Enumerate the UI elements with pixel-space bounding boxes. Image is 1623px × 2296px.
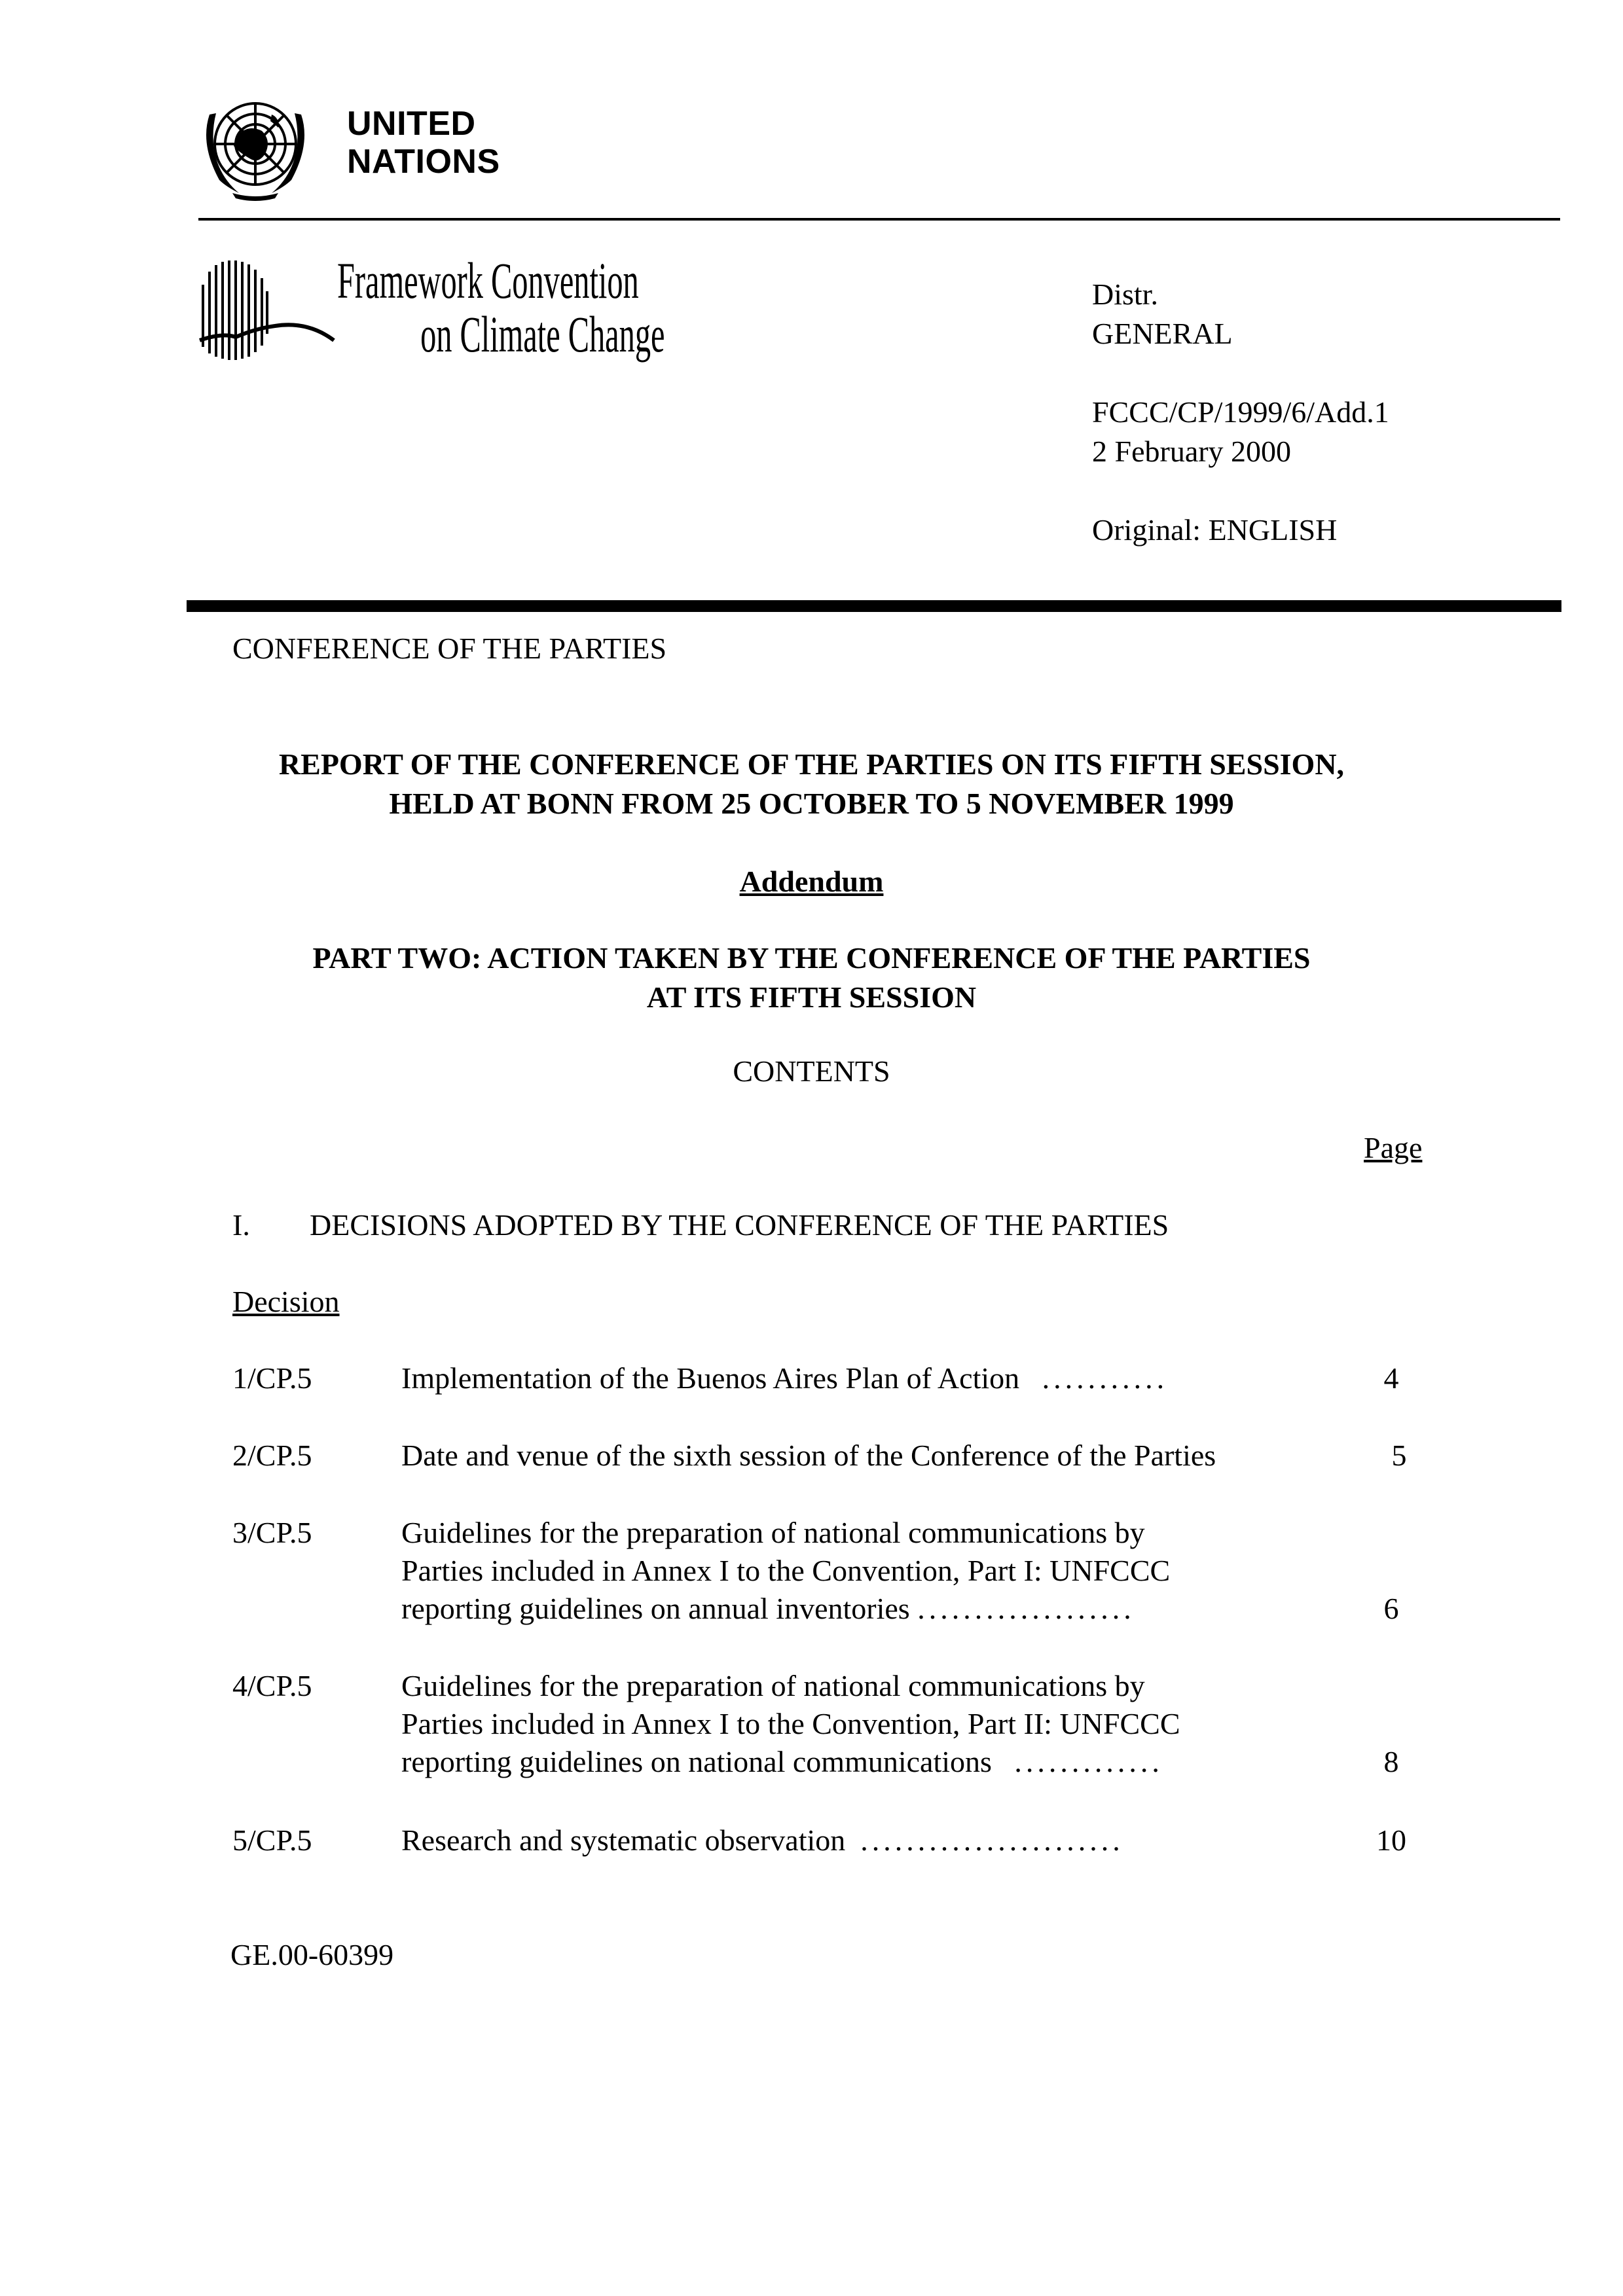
organization-name	[347, 105, 500, 181]
original-language: Original: ENGLISH	[1092, 513, 1338, 547]
decision-code: 3/CP.5	[232, 1516, 312, 1549]
toc-entry[interactable]	[232, 1359, 1431, 1399]
document-date: 2 February 2000	[1092, 435, 1292, 468]
section-title: DECISIONS ADOPTED BY THE CONFERENCE OF THE PARTIES	[310, 1208, 1169, 1242]
entry-title: Guidelines for the preparation of national communications by Parties included in Annex I to the Convention, Part I: UNFCCC reporting guidelines on annual inventories ...................	[401, 1516, 1171, 1625]
toc-entry[interactable]	[232, 1821, 1431, 1861]
toc-entry[interactable]	[232, 1437, 1431, 1476]
org-line-1: UNITED	[347, 105, 476, 143]
report-title-line-1: REPORT OF THE CONFERENCE OF THE PARTIES ON ITS FIFTH SESSION,	[278, 747, 1345, 781]
distribution-block	[1092, 275, 1389, 550]
page-number: 4	[1383, 1361, 1399, 1395]
leader-dots: ...................	[917, 1592, 1135, 1625]
convention-line-2: on Climate Change	[420, 306, 665, 363]
decision-code: 5/CP.5	[232, 1823, 312, 1857]
convention-title	[337, 254, 665, 361]
decision-code: 1/CP.5	[232, 1361, 312, 1395]
section-number: I.	[232, 1208, 250, 1242]
decision-column-label: Decision	[232, 1285, 340, 1318]
page-number: 8	[1383, 1745, 1399, 1778]
un-emblem-icon	[193, 88, 318, 206]
page-number: 5	[1391, 1439, 1407, 1472]
distr-level: GENERAL	[1092, 317, 1233, 350]
toc-entry[interactable]	[232, 1667, 1431, 1785]
report-title-line-2: HELD AT BONN FROM 25 OCTOBER TO 5 NOVEMBER 1999	[389, 787, 1234, 820]
leader-dots: .............	[1014, 1745, 1163, 1778]
job-number: GE.00-60399	[230, 1938, 394, 1971]
entry-title: Research and systematic observation .......................	[401, 1823, 1124, 1857]
entry-title: Implementation of the Buenos Aires Plan of Action ...........	[401, 1361, 1169, 1395]
contents-heading: CONTENTS	[733, 1054, 890, 1088]
conference-label: CONFERENCE OF THE PARTIES	[232, 632, 667, 665]
addendum-heading: Addendum	[739, 865, 884, 898]
page-number: 10	[1376, 1823, 1406, 1857]
document-symbol: FCCC/CP/1999/6/Add.1	[1092, 395, 1389, 429]
header-divider	[198, 218, 1560, 221]
entry-title: Date and venue of the sixth session of the Conference of the Parties	[401, 1439, 1216, 1472]
decision-code: 4/CP.5	[232, 1669, 312, 1702]
convention-line-1: Framework Convention	[337, 252, 639, 309]
page-column-label: Page	[1364, 1131, 1423, 1164]
org-line-2: NATIONS	[347, 143, 500, 181]
leader-dots: ...........	[1042, 1361, 1169, 1395]
part-two-line-2: AT ITS FIFTH SESSION	[646, 980, 977, 1014]
section-heading	[232, 1206, 1169, 1244]
entry-title: Guidelines for the preparation of national communications by Parties included in Annex I to the Convention, Part II: UNFCCC reporting guidelines on national communications .............	[401, 1669, 1180, 1778]
page-number: 6	[1383, 1592, 1399, 1625]
thick-divider	[187, 600, 1561, 612]
leader-dots: .......................	[860, 1823, 1124, 1857]
distr-label: Distr.	[1092, 278, 1158, 311]
part-two-line-1: PART TWO: ACTION TAKEN BY THE CONFERENCE OF THE PARTIES	[312, 941, 1311, 975]
decision-code: 2/CP.5	[232, 1439, 312, 1472]
part-two-heading	[0, 939, 1623, 1017]
toc-entry[interactable]	[232, 1514, 1431, 1632]
report-title	[0, 745, 1623, 823]
